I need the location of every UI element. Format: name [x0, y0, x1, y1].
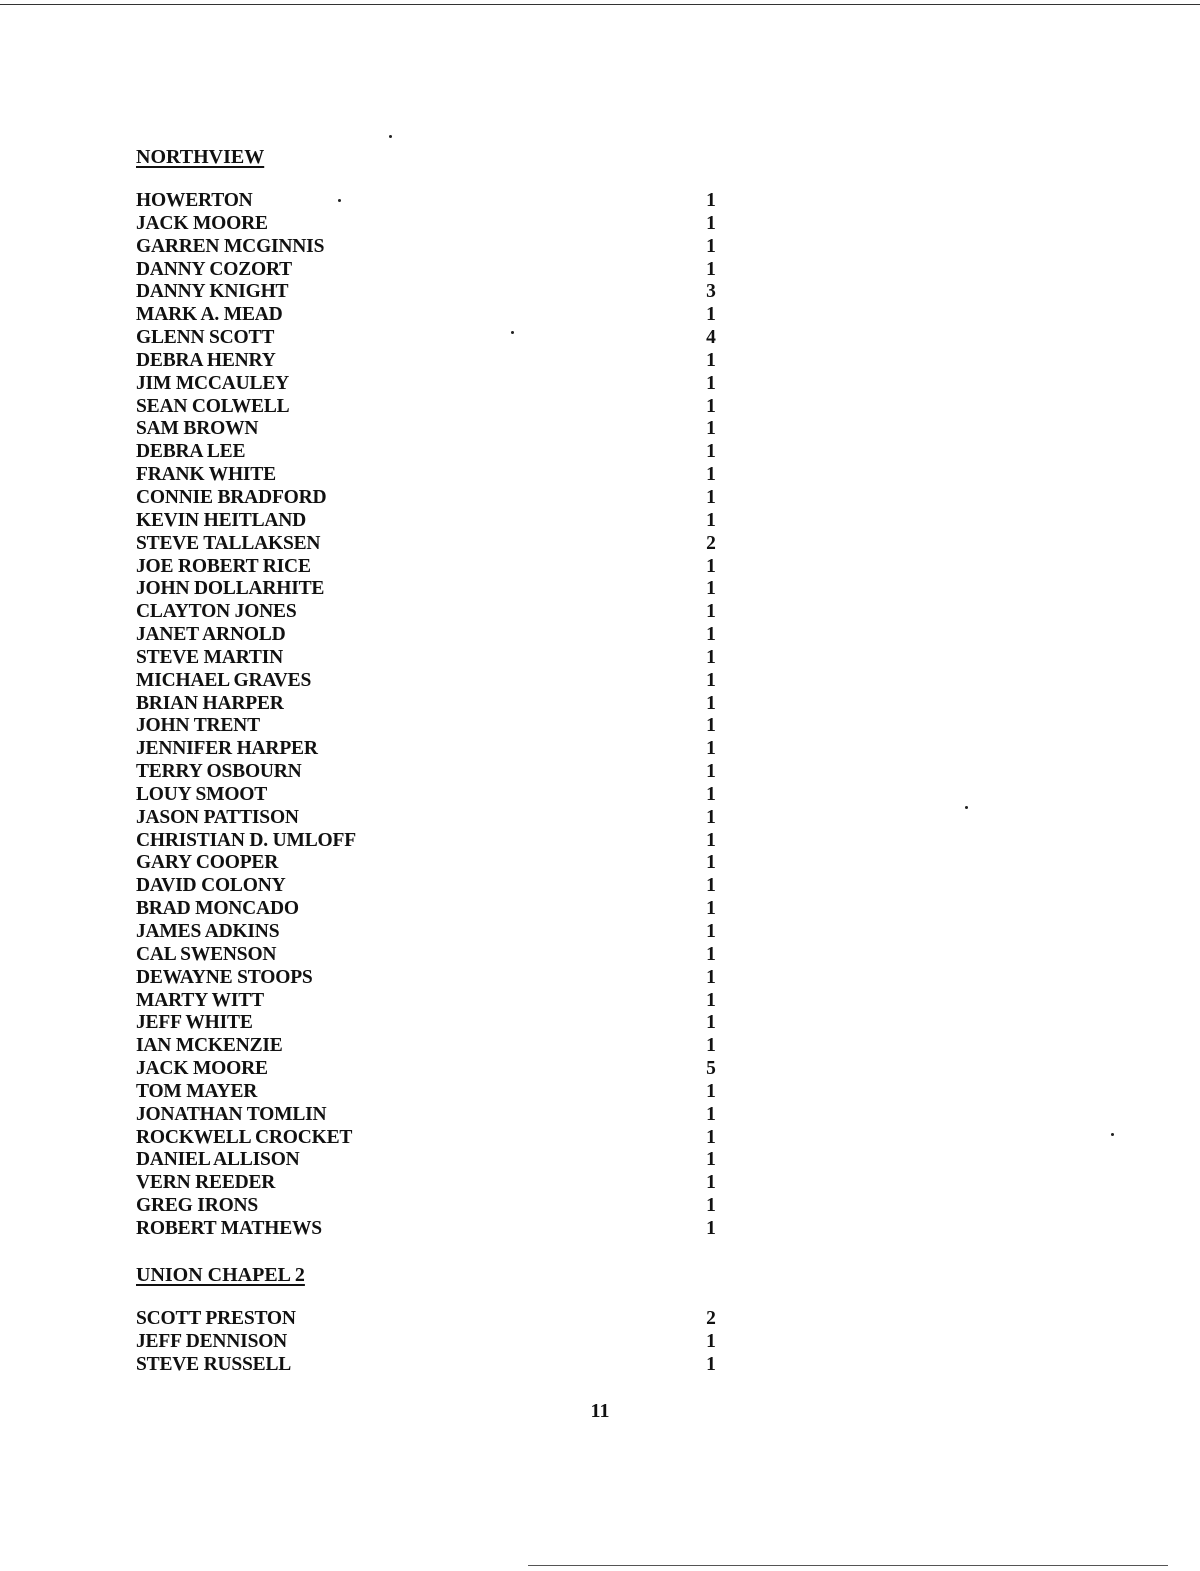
list-item [136, 875, 736, 898]
entry-count: 1 [706, 829, 716, 851]
entry-count: 1 [706, 966, 716, 988]
entry-name: DAVID COLONY [136, 875, 286, 897]
entry-name: DEBRA HENRY [136, 349, 276, 371]
entry-count: 2 [706, 1308, 716, 1329]
roster-list [136, 1308, 736, 1377]
entry-count: 1 [706, 418, 716, 440]
entry-name: VERN REEDER [136, 1172, 276, 1194]
entry-count: 1 [706, 1330, 716, 1352]
entry-count: 1 [706, 235, 716, 257]
scan-speck [1111, 1133, 1114, 1136]
list-item [136, 1058, 736, 1081]
list-item [136, 350, 736, 373]
entry-name: STEVE TALLAKSEN [136, 532, 321, 554]
list-item [136, 624, 736, 647]
entry-count: 1 [706, 1080, 716, 1102]
entry-count: 1 [706, 395, 716, 417]
entry-name: JEFF WHITE [136, 1012, 253, 1034]
entry-name: CONNIE BRADFORD [136, 486, 327, 508]
list-item [136, 990, 736, 1013]
list-item [136, 236, 736, 259]
list-item [136, 647, 736, 670]
list-item [136, 967, 736, 990]
list-item [136, 1308, 736, 1331]
scan-speck [389, 135, 392, 138]
entry-count: 1 [706, 1353, 716, 1375]
entry-count: 1 [706, 304, 716, 326]
entry-count: 1 [706, 349, 716, 371]
entry-count: 1 [706, 1126, 716, 1148]
bottom-scan-rule [528, 1565, 1168, 1566]
entry-name: DANNY KNIGHT [136, 281, 289, 303]
entry-count: 1 [706, 1149, 716, 1171]
entry-name: DEWAYNE STOOPS [136, 966, 313, 988]
entry-name: GREG IRONS [136, 1195, 259, 1217]
entry-count: 1 [706, 212, 716, 234]
entry-count: 1 [706, 372, 716, 394]
list-item [136, 396, 736, 419]
entry-name: TOM MAYER [136, 1080, 258, 1102]
entry-count: 1 [706, 258, 716, 280]
entry-name: JOE ROBERT RICE [136, 555, 311, 577]
list-item [136, 1172, 736, 1195]
entry-count: 1 [706, 555, 716, 577]
entry-count: 1 [706, 1103, 716, 1125]
entry-count: 1 [706, 509, 716, 531]
entry-count: 2 [706, 532, 716, 554]
entry-name: STEVE MARTIN [136, 646, 283, 668]
entry-name: FRANK WHITE [136, 464, 276, 486]
entry-count: 4 [706, 327, 716, 349]
list-item [136, 1149, 736, 1172]
entry-count: 1 [706, 646, 716, 668]
entry-name: IAN MCKENZIE [136, 1035, 283, 1057]
section-heading: NORTHVIEW [136, 146, 265, 168]
list-item [136, 259, 736, 282]
entry-count: 1 [706, 989, 716, 1011]
entry-name: CLAYTON JONES [136, 601, 297, 623]
list-item [136, 510, 736, 533]
entry-name: JONATHAN TOMLIN [136, 1103, 327, 1125]
entry-count: 5 [706, 1058, 716, 1080]
section-union-chapel-2 [136, 1264, 736, 1377]
list-item [136, 281, 736, 304]
entry-name: TERRY OSBOURN [136, 761, 302, 783]
entry-name: GARREN MCGINNIS [136, 235, 325, 257]
entry-count: 1 [706, 921, 716, 942]
entry-name: ROBERT MATHEWS [136, 1217, 322, 1239]
entry-count: 1 [706, 669, 716, 691]
entry-count: 1 [706, 1172, 716, 1194]
entry-count: 1 [706, 578, 716, 600]
list-item [136, 1127, 736, 1150]
entry-name: JASON PATTISON [136, 806, 299, 828]
list-item [136, 327, 736, 350]
entry-name: GLENN SCOTT [136, 327, 275, 349]
entry-count: 1 [706, 692, 716, 714]
list-item [136, 304, 736, 327]
entry-name: MARTY WITT [136, 989, 264, 1011]
list-item [136, 852, 736, 875]
list-item [136, 213, 736, 236]
entry-count: 1 [706, 783, 716, 805]
list-item [136, 921, 736, 944]
list-item [136, 601, 736, 624]
list-item [136, 670, 736, 693]
list-item [136, 807, 736, 830]
roster-list [136, 190, 736, 1241]
entry-name: JACK MOORE [136, 1058, 268, 1080]
entry-name: BRAD MONCADO [136, 898, 299, 920]
entry-count: 1 [706, 761, 716, 783]
top-scan-rule [0, 4, 1200, 5]
entry-name: DANIEL ALLISON [136, 1149, 300, 1171]
entry-count: 1 [706, 441, 716, 463]
entry-name: MARK A. MEAD [136, 304, 283, 326]
list-item [136, 533, 736, 556]
entry-name: CAL SWENSON [136, 943, 277, 965]
list-item [136, 1218, 736, 1241]
entry-count: 1 [706, 738, 716, 760]
list-item [136, 1195, 736, 1218]
entry-name: JOHN TRENT [136, 715, 260, 737]
list-item [136, 418, 736, 441]
entry-name: HOWERTON [136, 190, 253, 211]
entry-count: 1 [706, 806, 716, 828]
entry-count: 1 [706, 715, 716, 737]
entry-name: LOUY SMOOT [136, 783, 268, 805]
list-item [136, 738, 736, 761]
list-item [136, 190, 736, 213]
entry-name: BRIAN HARPER [136, 692, 284, 714]
entry-name: SEAN COLWELL [136, 395, 290, 417]
entry-count: 1 [706, 1217, 716, 1239]
entry-name: KEVIN HEITLAND [136, 509, 307, 531]
list-item [136, 578, 736, 601]
entry-count: 1 [706, 190, 716, 211]
entry-count: 1 [706, 464, 716, 486]
scan-speck [965, 806, 968, 809]
entry-name: STEVE RUSSELL [136, 1353, 292, 1375]
entry-name: CHRISTIAN D. UMLOFF [136, 829, 356, 851]
list-item [136, 464, 736, 487]
entry-name: JACK MOORE [136, 212, 268, 234]
entry-count: 1 [706, 601, 716, 623]
list-item [136, 898, 736, 921]
list-item [136, 556, 736, 579]
entry-name: JOHN DOLLARHITE [136, 578, 325, 600]
list-item [136, 441, 736, 464]
entry-name: SCOTT PRESTON [136, 1308, 296, 1329]
entry-count: 1 [706, 1012, 716, 1034]
entry-count: 1 [706, 1195, 716, 1217]
entry-count: 1 [706, 1035, 716, 1057]
list-item [136, 1035, 736, 1058]
list-item [136, 373, 736, 396]
list-item [136, 715, 736, 738]
entry-count: 1 [706, 898, 716, 920]
page-number: 11 [590, 1400, 610, 1422]
list-item [136, 1012, 736, 1035]
list-item [136, 693, 736, 716]
entry-name: JANET ARNOLD [136, 624, 286, 646]
list-item [136, 830, 736, 853]
entry-name: DANNY COZORT [136, 258, 292, 280]
entry-name: JEFF DENNISON [136, 1330, 288, 1352]
entry-name: JIM MCCAULEY [136, 372, 290, 394]
section-heading: UNION CHAPEL 2 [136, 1264, 305, 1286]
list-item [136, 944, 736, 967]
list-item [136, 1354, 736, 1377]
entry-name: ROCKWELL CROCKET [136, 1126, 353, 1148]
entry-name: MICHAEL GRAVES [136, 669, 312, 691]
entry-count: 1 [706, 624, 716, 646]
section-northview [136, 146, 736, 1241]
entry-name: JAMES ADKINS [136, 921, 280, 942]
list-item [136, 1104, 736, 1127]
entry-count: 1 [706, 486, 716, 508]
entry-count: 1 [706, 852, 716, 874]
entry-name: JENNIFER HARPER [136, 738, 318, 760]
entry-name: GARY COOPER [136, 852, 279, 874]
entry-name: SAM BROWN [136, 418, 259, 440]
list-item [136, 1331, 736, 1354]
entry-count: 3 [706, 281, 716, 303]
list-item [136, 487, 736, 510]
entry-count: 1 [706, 943, 716, 965]
list-item [136, 761, 736, 784]
list-item [136, 784, 736, 807]
entry-count: 1 [706, 875, 716, 897]
entry-name: DEBRA LEE [136, 441, 246, 463]
list-item [136, 1081, 736, 1104]
